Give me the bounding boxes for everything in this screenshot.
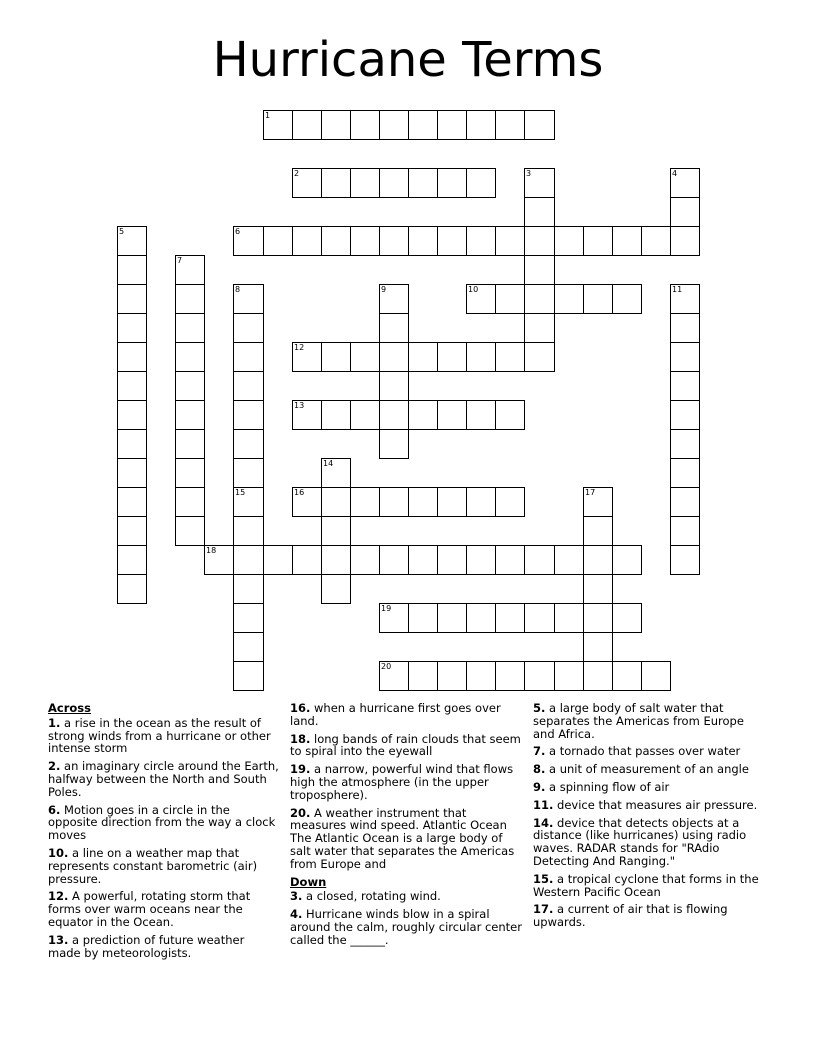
grid-cell[interactable] [233,661,264,691]
grid-cell[interactable] [408,545,438,575]
clue-number: 12. [48,889,69,904]
clue-text: a prediction of future weather made by meteorologists. [48,932,245,960]
grid-cell[interactable] [495,110,525,140]
grid-cell[interactable] [321,168,351,198]
grid-cell[interactable] [524,168,555,198]
clue-text: a tornado that passes over water [549,744,741,759]
clue-text: an imaginary circle around the Earth, halfway between the North and South Poles. [48,759,279,799]
grid-cell[interactable] [524,226,555,256]
grid-cell[interactable] [670,487,700,517]
grid-cell[interactable] [350,342,380,372]
clue-text: Hurricane winds blow in a spiral around the calm, roughly circular center called the ______. [290,907,522,947]
clue-number-label: 14 [323,459,334,468]
clue-across-10 [48,847,280,885]
clue-number: 9. [533,779,546,794]
clue-number-label: 15 [235,488,246,497]
grid-cell[interactable] [292,168,322,198]
grid-cell[interactable] [292,545,322,575]
clue-down-5 [533,702,765,740]
grid-cell[interactable] [321,226,351,256]
grid-cell[interactable] [641,226,671,256]
grid-cell[interactable] [670,516,700,546]
grid-cell[interactable] [612,661,642,691]
grid-cell[interactable] [233,371,264,401]
clue-text: a large body of salt water that separates the Americas from Europe and Africa. [533,701,744,741]
clue-number-label: 16 [294,488,305,497]
grid-cell[interactable] [583,661,613,691]
grid-cell[interactable] [466,226,496,256]
grid-cell[interactable] [408,168,438,198]
grid-cell[interactable] [350,226,380,256]
clue-number: 10. [48,845,69,860]
grid-cell[interactable] [350,487,380,517]
grid-cell[interactable] [292,400,322,430]
grid-cell[interactable] [204,545,234,575]
grid-cell[interactable] [379,429,409,459]
grid-cell[interactable] [670,284,700,314]
grid-cell[interactable] [379,168,409,198]
clues-column-3 [533,702,765,934]
grid-cell[interactable] [495,342,525,372]
grid-cell[interactable] [263,110,293,140]
grid-cell[interactable] [379,400,409,430]
grid-cell[interactable] [175,487,205,517]
clue-text: Motion goes in a circle in the opposite direction from the way a clock moves [48,802,276,843]
clue-number: 13. [48,932,69,947]
grid-cell[interactable] [466,400,496,430]
clue-number-label: 17 [585,488,596,497]
grid-cell[interactable] [466,168,496,198]
grid-cell[interactable] [524,661,555,691]
grid-cell[interactable] [117,226,147,256]
grid-cell[interactable] [379,313,409,343]
grid-cell[interactable] [379,603,409,633]
grid-cell[interactable] [408,400,438,430]
grid-cell[interactable] [612,226,642,256]
clue-text: device that detects objects at a distance (like hurricanes) using radio waves. RADAR stands for "RAdio Detecting And Ranging." [533,815,747,868]
clue-across-12 [48,890,280,928]
grid-cell[interactable] [233,313,264,343]
grid-cell[interactable] [233,284,264,314]
grid-cell[interactable] [554,603,584,633]
grid-cell[interactable] [175,255,205,285]
clue-number-label: 10 [468,285,479,294]
grid-cell[interactable] [263,545,293,575]
grid-cell[interactable] [554,661,584,691]
grid-cell[interactable] [379,371,409,401]
grid-cell[interactable] [379,226,409,256]
clue-number: 18. [290,731,311,746]
clue-text: a unit of measurement of an angle [549,762,749,777]
clue-down-8 [533,763,765,776]
clue-number-label: 4 [672,169,678,178]
clue-down-14 [533,817,765,868]
down-heading: Down [290,874,327,889]
grid-cell[interactable] [408,226,438,256]
grid-cell[interactable] [495,603,525,633]
clue-number-label: 8 [235,285,241,294]
grid-cell[interactable] [233,429,264,459]
clue-number: 11. [533,797,554,812]
grid-cell[interactable] [233,458,264,488]
grid-cell[interactable] [117,371,147,401]
clue-across-1 [48,717,280,755]
grid-cell[interactable] [321,342,351,372]
grid-cell[interactable] [524,197,555,227]
grid-cell[interactable] [583,545,613,575]
grid-cell[interactable] [175,516,205,546]
grid-cell[interactable] [437,342,467,372]
grid-cell[interactable] [466,284,496,314]
clues-column-2 [290,702,522,952]
grid-cell[interactable] [233,545,264,575]
grid-cell[interactable] [495,400,525,430]
grid-cell[interactable] [524,255,555,285]
grid-cell[interactable] [117,400,147,430]
grid-cell[interactable] [117,487,147,517]
grid-cell[interactable] [408,110,438,140]
clue-down-7 [533,745,765,758]
grid-cell[interactable] [670,429,700,459]
grid-cell[interactable] [292,226,322,256]
grid-cell[interactable] [233,574,264,604]
grid-cell[interactable] [524,545,555,575]
clue-number-label: 7 [177,256,183,265]
grid-cell[interactable] [612,603,642,633]
clue-text: a closed, rotating wind. [306,889,441,904]
grid-cell[interactable] [466,110,496,140]
clue-down-4 [290,908,522,946]
clue-number: 1. [48,715,61,730]
clue-text: long bands of rain clouds that seem to spiral into the eyewall [290,731,521,759]
grid-cell[interactable] [437,168,467,198]
grid-cell[interactable] [670,197,700,227]
grid-cell[interactable] [233,226,264,256]
clue-number-label: 6 [235,227,241,236]
clue-number-label: 3 [526,169,532,178]
grid-cell[interactable] [379,487,409,517]
grid-cell[interactable] [233,603,264,633]
clue-number: 8. [533,762,546,777]
grid-cell[interactable] [117,429,147,459]
grid-cell[interactable] [379,284,409,314]
grid-cell[interactable] [466,487,496,517]
grid-cell[interactable] [554,284,584,314]
grid-cell[interactable] [670,371,700,401]
grid-cell[interactable] [670,400,700,430]
grid-cell[interactable] [612,284,642,314]
clue-text: A weather instrument that measures wind speed. Atlantic Ocean The Atlantic Ocean is a large body of salt water that separates the Americas from Europe and [290,805,515,871]
grid-cell[interactable] [117,545,147,575]
grid-cell[interactable] [292,487,322,517]
clue-text: a line on a weather map that represents constant barometric (air) pressure. [48,845,258,886]
grid-cell[interactable] [117,458,147,488]
grid-cell[interactable] [263,226,293,256]
grid-cell[interactable] [524,603,555,633]
grid-cell[interactable] [175,458,205,488]
grid-cell[interactable] [612,545,642,575]
clue-text: device that measures air pressure. [557,797,758,812]
grid-cell[interactable] [233,516,264,546]
grid-cell[interactable] [350,400,380,430]
grid-cell[interactable] [408,603,438,633]
grid-cell[interactable] [321,110,351,140]
grid-cell[interactable] [292,342,322,372]
clue-down-17 [533,903,765,929]
grid-cell[interactable] [408,487,438,517]
grid-cell[interactable] [583,574,613,604]
across-heading: Across [48,701,91,715]
clue-number: 6. [48,802,61,817]
clue-down-3 [290,890,522,903]
clue-text: a narrow, powerful wind that flows high the atmosphere (in the upper troposphere). [290,762,514,802]
grid-cell[interactable] [670,342,700,372]
grid-cell[interactable] [321,400,351,430]
grid-cell[interactable] [408,342,438,372]
grid-cell[interactable] [583,516,613,546]
grid-cell[interactable] [670,545,700,575]
grid-cell[interactable] [175,429,205,459]
grid-cell[interactable] [292,110,322,140]
grid-cell[interactable] [495,661,525,691]
grid-cell[interactable] [495,545,525,575]
grid-cell[interactable] [583,632,613,662]
clue-across-20 [290,807,522,871]
clue-number-label: 5 [119,227,125,236]
grid-cell[interactable] [175,284,205,314]
grid-cell[interactable] [437,545,467,575]
clue-number: 19. [290,762,311,777]
grid-cell[interactable] [321,574,351,604]
grid-cell[interactable] [350,110,380,140]
grid-cell[interactable] [379,545,409,575]
grid-cell[interactable] [437,226,467,256]
grid-cell[interactable] [524,110,555,140]
clue-across-16 [290,702,522,728]
grid-cell[interactable] [466,545,496,575]
clue-text: a tropical cyclone that forms in the Western Pacific Ocean [533,871,759,899]
grid-cell[interactable] [670,168,700,198]
grid-cell[interactable] [117,284,147,314]
grid-cell[interactable] [117,342,147,372]
grid-cell[interactable] [379,661,409,691]
grid-cell[interactable] [583,226,613,256]
clue-number: 20. [290,805,311,820]
grid-cell[interactable] [554,226,584,256]
clue-number-label: 20 [381,662,392,671]
grid-cell[interactable] [350,545,380,575]
grid-cell[interactable] [466,603,496,633]
clue-across-13 [48,934,280,960]
clue-text: a current of air that is flowing upwards. [533,902,728,930]
grid-cell[interactable] [466,661,496,691]
grid-cell[interactable] [495,226,525,256]
grid-cell[interactable] [670,458,700,488]
grid-cell[interactable] [321,487,351,517]
page-title: Hurricane Terms [212,32,604,88]
clue-number: 16. [290,701,311,715]
grid-cell[interactable] [670,313,700,343]
grid-cell[interactable] [554,545,584,575]
grid-cell[interactable] [175,313,205,343]
grid-cell[interactable] [583,487,613,517]
grid-cell[interactable] [321,516,351,546]
clue-number-label: 19 [381,604,392,613]
grid-cell[interactable] [670,226,700,256]
grid-cell[interactable] [379,110,409,140]
grid-cell[interactable] [117,516,147,546]
grid-cell[interactable] [321,458,351,488]
grid-cell[interactable] [495,284,525,314]
grid-cell[interactable] [117,255,147,285]
clue-number: 2. [48,759,61,774]
grid-cell[interactable] [233,487,264,517]
clue-across-18 [290,733,522,759]
grid-cell[interactable] [233,632,264,662]
grid-cell[interactable] [437,110,467,140]
grid-cell[interactable] [524,284,555,314]
grid-cell[interactable] [466,342,496,372]
clue-across-6 [48,804,280,842]
clues-column-1 [48,702,280,964]
clue-number-label: 2 [294,169,300,178]
clue-across-19 [290,763,522,801]
clue-across-2 [48,760,280,798]
grid-cell[interactable] [233,342,264,372]
grid-cell[interactable] [437,661,467,691]
grid-cell[interactable] [437,603,467,633]
grid-cell[interactable] [583,603,613,633]
grid-cell[interactable] [437,400,467,430]
grid-cell[interactable] [175,400,205,430]
grid-cell[interactable] [321,545,351,575]
clue-text: A powerful, rotating storm that forms over warm oceans near the equator in the Ocean. [48,889,251,929]
clue-number: 4. [290,907,303,922]
grid-cell[interactable] [175,371,205,401]
clue-down-15 [533,873,765,899]
clue-down-9 [533,781,765,794]
grid-cell[interactable] [495,487,525,517]
clue-text: when a hurricane first goes over land. [290,701,501,728]
clue-text: a rise in the ocean as the result of strong winds from a hurricane or other intense storm [48,715,271,756]
grid-cell[interactable] [350,168,380,198]
grid-cell[interactable] [583,284,613,314]
clue-number: 17. [533,902,554,917]
clue-number-label: 11 [672,285,683,294]
clue-number-label: 9 [381,285,387,294]
grid-cell[interactable] [175,342,205,372]
clue-number-label: 12 [294,343,305,352]
clue-number: 7. [533,744,546,759]
grid-cell[interactable] [379,342,409,372]
grid-cell[interactable] [641,661,671,691]
clue-number-label: 13 [294,401,305,410]
clue-down-11 [533,799,765,812]
clue-number-label: 18 [206,546,217,555]
grid-cell[interactable] [117,313,147,343]
clue-text: a spinning flow of air [549,779,670,794]
clue-number-label: 1 [265,111,271,120]
grid-cell[interactable] [524,313,555,343]
grid-cell[interactable] [408,661,438,691]
grid-cell[interactable] [437,487,467,517]
clue-number: 5. [533,701,546,715]
grid-cell[interactable] [524,342,555,372]
grid-cell[interactable] [233,400,264,430]
clue-number: 15. [533,871,554,886]
clue-number: 3. [290,889,303,904]
clue-number: 14. [533,815,554,830]
grid-cell[interactable] [117,574,147,604]
